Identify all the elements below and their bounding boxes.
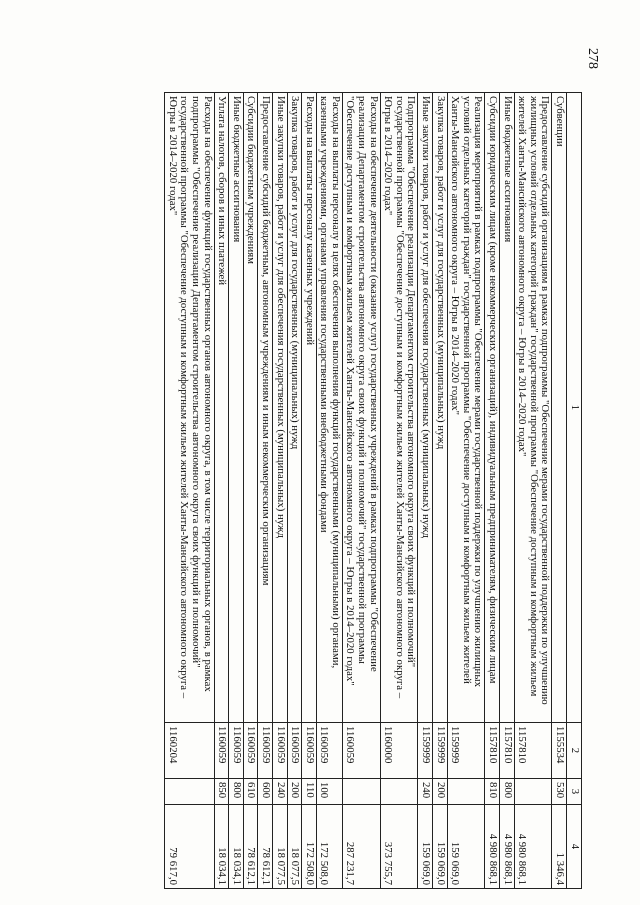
row-name: Реализация мероприятий в рамках подпрограммы "Обеспечение мерами государственной поддержки по улучшению жилищных условий отдельных категорий граждан" государственной программы "Обеспечение доступным и комфортным жильем жителей Ханты-Мансийского автономного округа – Югры в 2014–2020 годах": [447, 93, 485, 723]
table-row: [418, 93, 433, 889]
row-name: Субсидии бюджетным учреждениям: [243, 93, 258, 723]
row-code: 1157810: [500, 723, 515, 779]
row-name: Расходы на выплаты персоналу казенных учреждений: [302, 93, 317, 723]
row-type: 600: [258, 779, 273, 805]
header-col-1: 1: [567, 93, 582, 723]
row-type: 240: [272, 779, 287, 805]
row-name: Расходы на обеспечение деятельности (оказание услуг) государственных учреждений в рамках подпрограммы "Обеспечение реализации Департаментом строительства автономного округа своих функций и полномочий" государственной программы "Обеспечение доступным и комфортным жильем жителей Ханты-Мансийского автономного округа – Югры в 2014–2020 годах": [342, 93, 380, 723]
row-code: 1159999: [433, 723, 448, 779]
row-type: [514, 779, 552, 805]
row-amount: 18 077,5: [287, 805, 302, 889]
row-amount: 78 612,1: [258, 805, 273, 889]
row-code: 1155534: [552, 723, 567, 779]
row-name: Иные закупки товаров, работ и услуг для обеспечения государственных (муниципальных) нужд: [418, 93, 433, 723]
row-name: Субвенции: [552, 93, 567, 723]
row-amount: 18 077,5: [272, 805, 287, 889]
row-type: 530: [552, 779, 567, 805]
table-row: [380, 93, 418, 889]
table-row: [272, 93, 287, 889]
row-code: 1160059: [272, 723, 287, 779]
table-row: [447, 93, 485, 889]
row-name: Закупка товаров, работ и услуг для государственных (муниципальных) нужд: [287, 93, 302, 723]
row-amount: 373 755,7: [380, 805, 418, 889]
row-type: 200: [433, 779, 448, 805]
table-row: [342, 93, 380, 889]
row-name: Уплата налогов, сборов и иных платежей: [214, 93, 229, 723]
row-name: Подпрограмма "Обеспечение реализации Департаментом строительства автономного округа своих функций и полномочий" государственной программы "Обеспечение доступным и комфортным жильем жителей Ханты-Мансийского автономного округа – Югры в 2014–2020 годах": [380, 93, 418, 723]
row-type: 100: [316, 779, 342, 805]
table-row: [165, 93, 214, 889]
row-code: 1160059: [316, 723, 342, 779]
row-amount: 159 069,0: [433, 805, 448, 889]
row-amount: 4 980 868,1: [514, 805, 552, 889]
table-row: [258, 93, 273, 889]
row-type: [447, 779, 485, 805]
header-col-4: 4: [567, 805, 582, 889]
row-type: 800: [500, 779, 515, 805]
row-amount: 172 508,0: [316, 805, 342, 889]
table-row: [287, 93, 302, 889]
table-row: [214, 93, 229, 889]
table-body: [165, 93, 567, 889]
row-amount: 287 231,7: [342, 805, 380, 889]
row-name: Иные бюджетные ассигнования: [229, 93, 244, 723]
row-type: 800: [229, 779, 244, 805]
table-row: [316, 93, 342, 889]
row-type: [165, 779, 214, 805]
row-type: 850: [214, 779, 229, 805]
row-type: [342, 779, 380, 805]
header-col-2: 2: [567, 723, 582, 779]
row-type: 240: [418, 779, 433, 805]
row-amount: 78 612,1: [243, 805, 258, 889]
table-row: [500, 93, 515, 889]
row-code: 1160059: [302, 723, 317, 779]
row-code: 1159999: [418, 723, 433, 779]
row-amount: 172 508,0: [302, 805, 317, 889]
table-row: [302, 93, 317, 889]
row-amount: 159 069,0: [447, 805, 485, 889]
row-amount: 1 346,4: [552, 805, 567, 889]
budget-table: [164, 92, 582, 889]
row-code: 1157810: [514, 723, 552, 779]
row-code: 1160059: [287, 723, 302, 779]
table-row: [229, 93, 244, 889]
row-name: Субсидии юридическим лицам (кроме некоммерческих организаций), индивидуальным предпринимателям, физическим лицам: [485, 93, 500, 723]
page-number: 278: [585, 48, 600, 69]
row-name: Предоставление субсидий организациям в рамках подпрограммы "Обеспечение мерами государственной поддержки по улучшению жилищных условий отдельных категорий граждан" государственной программы "Обеспечение доступным и комфортным жильем жителей Ханты-Мансийского автономного округа – Югры в 2014–2020 годах": [514, 93, 552, 723]
row-amount: 4 980 868,1: [485, 805, 500, 889]
row-code: 1160059: [214, 723, 229, 779]
row-code: 1160059: [243, 723, 258, 779]
row-amount: 18 034,1: [229, 805, 244, 889]
table-row: [433, 93, 448, 889]
row-name: Иные закупки товаров, работ и услуг для обеспечения государственных (муниципальных) нужд: [272, 93, 287, 723]
row-name: Иные бюджетные ассигнования: [500, 93, 515, 723]
rotated-table-area: [90, 92, 582, 888]
row-name: Расходы на обеспечение функций государственных органов автономного округа, в том числе территориальных органов, в рамках подпрограммы "Обеспечение реализации Департаментом строительства автономного округа своих функций и полномочий" государственной программы "Обеспечение доступным и комфортным жильем жителей Ханты-Мансийского автономного округа – Югры в 2014–2020 годах": [165, 93, 214, 723]
row-amount: 18 034,1: [214, 805, 229, 889]
row-name: Предоставление субсидий бюджетным, автономным учреждениям и иным некоммерческим организациям: [258, 93, 273, 723]
row-code: 1157810: [485, 723, 500, 779]
row-code: 1159999: [447, 723, 485, 779]
header-col-3: 3: [567, 779, 582, 805]
row-amount: 79 617,0: [165, 805, 214, 889]
row-amount: 4 980 868,1: [500, 805, 515, 889]
row-amount: 159 069,0: [418, 805, 433, 889]
row-type: 200: [287, 779, 302, 805]
table-row: [514, 93, 552, 889]
table-row: [552, 93, 567, 889]
header-row: [567, 93, 582, 889]
row-code: 1160059: [229, 723, 244, 779]
row-name: Расходы на выплаты персоналу в целях обеспечения выполнения функций государственными (муниципальными) органами, казенными учреждениями, органами управления государственными внебюджетными фондами: [316, 93, 342, 723]
row-type: 110: [302, 779, 317, 805]
row-name: Закупка товаров, работ и услуг для государственных (муниципальных) нужд: [433, 93, 448, 723]
row-type: 810: [485, 779, 500, 805]
row-type: [380, 779, 418, 805]
row-type: 610: [243, 779, 258, 805]
row-code: 1160204: [165, 723, 214, 779]
table-row: [485, 93, 500, 889]
row-code: 1160059: [342, 723, 380, 779]
row-code: 1160059: [258, 723, 273, 779]
table-row: [243, 93, 258, 889]
row-code: 1160000: [380, 723, 418, 779]
